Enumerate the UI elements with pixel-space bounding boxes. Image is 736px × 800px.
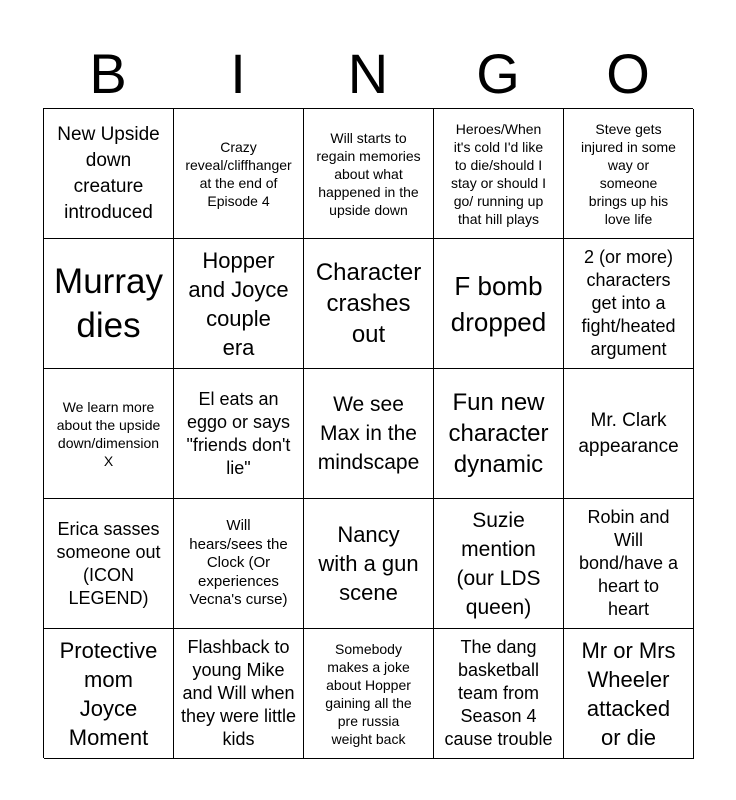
cell-text: We see Max in the mindscape xyxy=(317,393,420,474)
bingo-cell[interactable] xyxy=(564,369,694,499)
cell-text: Nancy with a gun scene xyxy=(318,522,419,605)
cell-text: F bomb dropped xyxy=(450,270,547,337)
header-letter-i: I xyxy=(230,42,246,105)
bingo-cell[interactable] xyxy=(564,499,694,629)
cell-text: Fun new character dynamic xyxy=(448,389,549,478)
bingo-cell[interactable] xyxy=(434,499,564,629)
bingo-cell[interactable] xyxy=(174,239,304,369)
cell-text: We learn more about the upside down/dimension X xyxy=(56,398,161,469)
header-letter-n: N xyxy=(347,42,389,105)
cell-text: Somebody makes a joke about Hopper gaining all the pre russia weight back xyxy=(325,640,412,747)
bingo-cell[interactable] xyxy=(304,369,434,499)
bingo-header xyxy=(43,40,693,108)
header-letter-o: O xyxy=(606,42,650,105)
bingo-cell[interactable] xyxy=(174,499,304,629)
bingo-cell[interactable] xyxy=(434,369,564,499)
bingo-cell[interactable] xyxy=(44,109,174,239)
bingo-cell[interactable] xyxy=(564,109,694,239)
cell-text: Erica sasses someone out (ICON LEGEND) xyxy=(56,518,161,608)
cell-text: Steve gets injured in some way or someone brings up his love life xyxy=(581,120,676,227)
bingo-grid xyxy=(43,108,693,758)
cell-text: Robin and Will bond/have a heart to heart xyxy=(578,507,679,619)
cell-text: Suzie mention (our LDS queen) xyxy=(456,508,541,619)
bingo-cell[interactable] xyxy=(434,239,564,369)
cell-text: Mr. Clark appearance xyxy=(578,409,679,457)
cell-text: Heroes/When it's cold I'd like to die/should I stay or should I go/ running up that hill plays xyxy=(451,120,546,227)
bingo-cell[interactable] xyxy=(564,239,694,369)
cell-text: Protective mom Joyce Moment xyxy=(59,637,158,750)
bingo-cell[interactable] xyxy=(174,629,304,759)
bingo-cell[interactable] xyxy=(564,629,694,759)
bingo-cell[interactable] xyxy=(44,499,174,629)
cell-text: Will starts to regain memories about what happened in the upside down xyxy=(316,129,421,218)
cell-text: Character crashes out xyxy=(315,259,422,348)
cell-text: Will hears/sees the Clock (Or experiences Vecna's curse) xyxy=(189,517,288,609)
bingo-cell[interactable] xyxy=(304,239,434,369)
cell-text: El eats an eggo or says "friends don't lie" xyxy=(186,388,291,478)
bingo-cell[interactable] xyxy=(174,369,304,499)
bingo-cell[interactable] xyxy=(434,629,564,759)
cell-text: The dang basketball team from Season 4 cause trouble xyxy=(444,637,553,749)
header-letter-g: G xyxy=(476,42,520,105)
bingo-cell[interactable] xyxy=(44,239,174,369)
cell-text: Flashback to young Mike and Will when they were little kids xyxy=(180,637,297,749)
cell-text: Mr or Mrs Wheeler attacked or die xyxy=(581,637,676,750)
cell-text: New Upside down creature introduced xyxy=(57,123,160,223)
cell-text: Crazy reveal/cliffhanger at the end of Episode 4 xyxy=(185,138,292,209)
bingo-cell[interactable] xyxy=(304,499,434,629)
cell-text: Hopper and Joyce couple era xyxy=(188,247,289,360)
bingo-cell[interactable] xyxy=(44,629,174,759)
bingo-cell[interactable] xyxy=(44,369,174,499)
bingo-cell[interactable] xyxy=(174,109,304,239)
bingo-cell[interactable] xyxy=(434,109,564,239)
bingo-cell[interactable] xyxy=(304,629,434,759)
cell-text: 2 (or more) characters get into a fight/heated argument xyxy=(581,247,676,359)
header-letter-b: B xyxy=(89,42,127,105)
cell-text: Murray dies xyxy=(54,261,163,345)
bingo-cell[interactable] xyxy=(304,109,434,239)
